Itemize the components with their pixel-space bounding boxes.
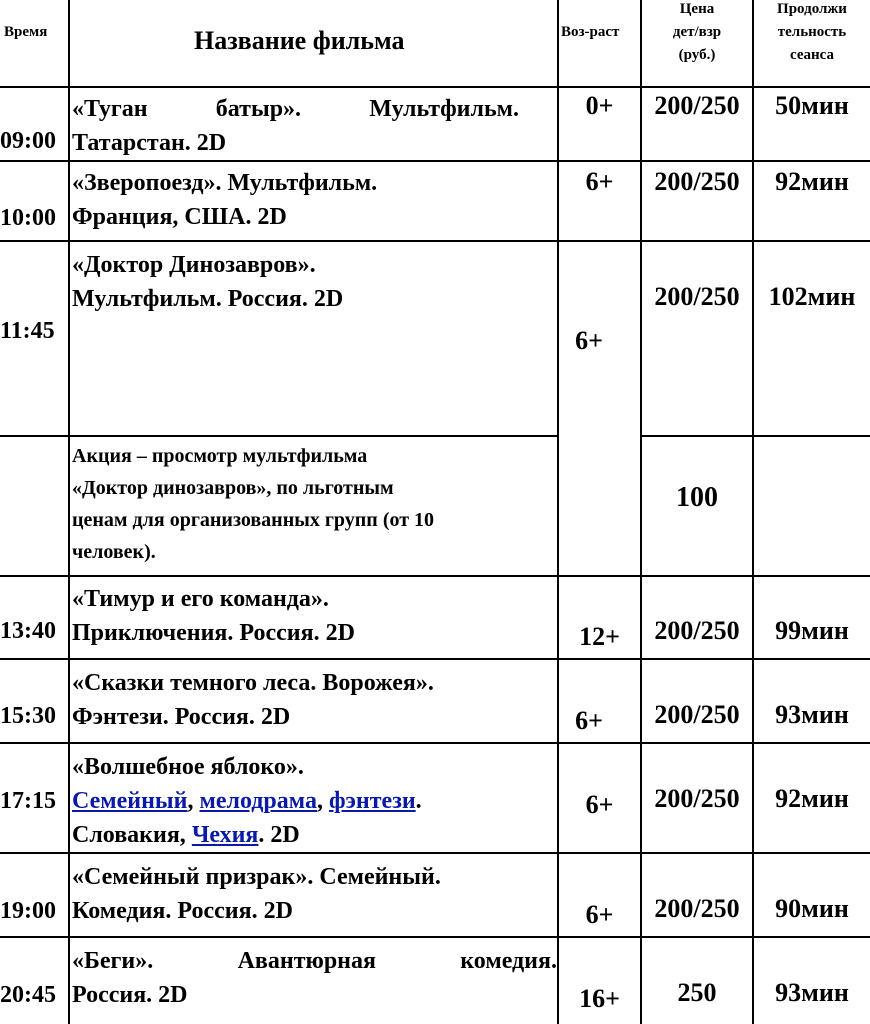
genre-link[interactable]: фэнтези (328, 788, 416, 814)
film-title: «Туган батыр». Мультфильм. (72, 96, 519, 122)
grid-line (0, 160, 870, 162)
header-duration-line3: сеанса (790, 47, 834, 63)
film-title: «Волшебное яблоко». (72, 754, 304, 780)
promo-price: 100 (676, 482, 718, 513)
row-price: 200/250 (654, 91, 740, 120)
row-time: 10:00 (0, 205, 56, 231)
header-price-line2: дет/взр (672, 24, 722, 40)
row-time: 09:00 (0, 128, 56, 154)
film-genres (72, 784, 422, 818)
film-details: Приключения. Россия. 2D (72, 620, 355, 646)
grid-line (0, 86, 870, 88)
genre-separator: . (415, 788, 422, 814)
row-price: 200/250 (654, 784, 740, 813)
row-price: 250 (677, 978, 717, 1007)
grid-line (0, 240, 870, 242)
row-age: 6+ (585, 790, 614, 819)
promo-line: человек). (72, 541, 156, 563)
row-age: 6+ (585, 900, 614, 929)
grid-line (0, 852, 870, 854)
row-duration: 93мин (775, 700, 849, 729)
row-time: 17:15 (0, 788, 56, 814)
film-title: «Семейный призрак». Семейный. (72, 864, 441, 890)
film-details: Франция, США. 2D (72, 204, 287, 230)
row-duration: 92мин (775, 167, 849, 196)
country-link[interactable]: Чехия (191, 822, 259, 848)
row-time: 11:45 (0, 318, 55, 344)
row-age: 16+ (579, 984, 620, 1013)
row-time: 19:00 (0, 898, 56, 924)
film-details: Мультфильм. Россия. 2D (72, 286, 344, 312)
grid-line (640, 435, 870, 437)
row-duration: 92мин (775, 784, 849, 813)
grid-line (752, 0, 754, 1024)
grid-line (0, 575, 870, 577)
film-details: Татарстан. 2D (72, 130, 227, 156)
row-time: 20:45 (0, 982, 56, 1008)
row-duration: 90мин (775, 894, 849, 923)
film-title: «Зверопоезд». Мультфильм. (72, 170, 378, 196)
film-country (72, 818, 300, 852)
country-text: Словакия, (72, 822, 186, 848)
row-age: 6+ (575, 326, 603, 355)
grid-line (557, 0, 559, 1024)
promo-line: ценам для организованных групп (от 10 (72, 509, 435, 531)
film-details: Фэнтези. Россия. 2D (72, 704, 291, 730)
header-price-line1: Цена (679, 1, 715, 17)
film-details: Комедия. Россия. 2D (72, 898, 293, 924)
grid-line (0, 742, 870, 744)
grid-line (0, 936, 870, 938)
grid-line (0, 658, 870, 660)
grid-line (0, 435, 559, 437)
row-duration: 99мин (775, 616, 849, 645)
header-age: Воз-раст (561, 24, 620, 40)
row-price: 200/250 (654, 894, 740, 923)
row-age: 12+ (579, 622, 620, 651)
grid-line (68, 0, 70, 1024)
header-title: Название фильма (194, 26, 405, 55)
format-text: . 2D (258, 822, 300, 848)
row-age: 6+ (585, 167, 614, 196)
header-price-line3: (руб.) (678, 47, 716, 63)
row-price: 200/250 (654, 282, 740, 311)
header-duration-line1: Продолжи (777, 1, 847, 17)
genre-link[interactable]: Семейный (72, 788, 188, 814)
promo-line: «Доктор динозавров», по льготным (72, 477, 394, 499)
header-duration-line2: тельность (777, 24, 847, 40)
film-title: «Тимур и его команда». (72, 586, 329, 612)
row-duration: 93мин (775, 978, 849, 1007)
row-price: 200/250 (654, 167, 740, 196)
row-duration: 102мин (768, 282, 856, 311)
genre-separator: , (187, 788, 194, 814)
header-time: Время (4, 24, 48, 40)
row-price: 200/250 (654, 700, 740, 729)
promo-line: Акция – просмотр мультфильма (72, 445, 368, 467)
row-price: 200/250 (654, 616, 740, 645)
film-title: «Беги». Авантюрная комедия. (72, 948, 557, 974)
row-duration: 50мин (775, 91, 849, 120)
row-age: 6+ (575, 706, 603, 735)
row-time: 15:30 (0, 703, 56, 729)
row-age: 0+ (585, 91, 614, 120)
film-title: «Сказки темного леса. Ворожея». (72, 670, 434, 696)
genre-link[interactable]: мелодрама (199, 788, 317, 814)
film-details: Россия. 2D (72, 982, 188, 1008)
film-title: «Доктор Динозавров». (72, 252, 316, 278)
genre-separator: , (316, 788, 323, 814)
row-time: 13:40 (0, 618, 56, 644)
